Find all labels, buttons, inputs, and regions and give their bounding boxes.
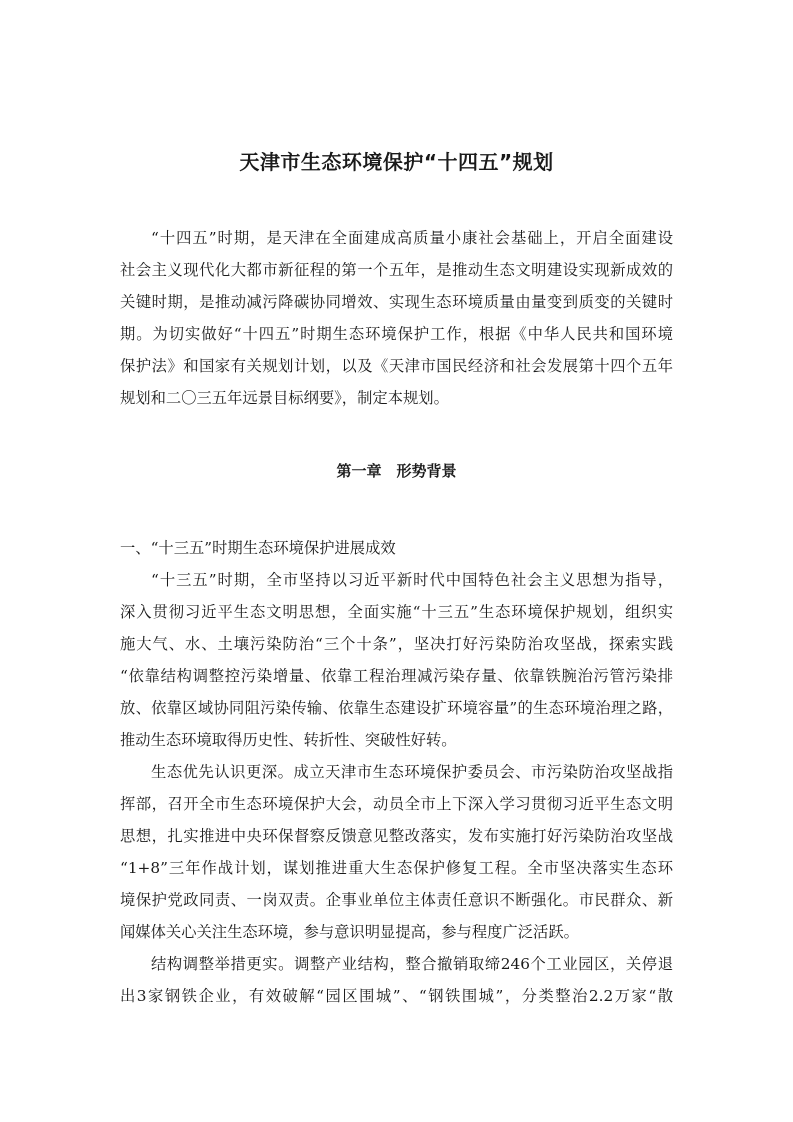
- paragraph-line: 结构调整举措更实。调整产业结构，整合撤销取缔246个工业园区，关停退: [151, 955, 673, 973]
- intro-paragraph: [120, 222, 673, 414]
- paragraph-line: 关键时期，是推动减污降碳协同增效、实现生态环境质量由量变到质变的关键时: [120, 293, 673, 311]
- paragraph-line: 思想，扎实推进中央环保督察反馈意见整改落实，发布实施打好污染防治攻坚战: [120, 827, 673, 845]
- paragraph-line: 挥部，召开全市生态环境保护大会，动员全市上下深入学习贯彻习近平生态文明: [120, 795, 673, 813]
- paragraph-line: 生态优先认识更深。成立天津市生态环境保护委员会、市污染防治攻坚战指: [151, 763, 673, 781]
- paragraph-line: “依靠结构调整控污染增量、依靠工程治理减污染存量、依靠铁腕治污管污染排: [120, 667, 673, 685]
- section-paragraph-1: [120, 564, 673, 756]
- section-heading: [120, 532, 673, 564]
- paragraph-line: 社会主义现代化大都市新征程的第一个五年，是推动生态文明建设实现新成效的: [120, 261, 673, 279]
- paragraph-line: 保护法》和国家有关规划计划，以及《天津市国民经济和社会发展第十四个五年: [120, 357, 673, 375]
- section-paragraph-3: [120, 948, 673, 1012]
- paragraph-line: 闻媒体关心关注生态环境，参与意识明显提高，参与程度广泛活跃。: [120, 923, 579, 941]
- paragraph-line: 期。为切实做好“十四五”时期生态环境保护工作，根据《中华人民共和国环境: [120, 325, 673, 343]
- section-heading-text: 一、“十三五”时期生态环境保护进展成效: [120, 539, 396, 557]
- section-paragraph-2: [120, 756, 673, 948]
- paragraph-line: 出3家钢铁企业，有效破解“园区围城”、“钢铁围城”，分类整治2.2万家“散: [120, 987, 673, 1005]
- paragraph-line: “十四五”时期，是天津在全面建成高质量小康社会基础上，开启全面建设: [151, 229, 673, 247]
- paragraph-line: 施大气、水、土壤污染防治“三个十条”，坚决打好污染防治攻坚战，探索实践: [120, 635, 673, 653]
- paragraph-line: 放、依靠区域协同阻污染传输、依靠生态建设扩环境容量”的生态环境治理之路，: [120, 699, 673, 717]
- chapter-title: 第一章 形势背景: [336, 462, 457, 480]
- paragraph-line: 深入贯彻习近平生态文明思想，全面实施“十三五”生态环境保护规划，组织实: [120, 603, 673, 621]
- paragraph-line: “十三五”时期，全市坚持以习近平新时代中国特色社会主义思想为指导，: [151, 571, 673, 589]
- page-title: 天津市生态环境保护“十四五”规划: [239, 150, 554, 174]
- paragraph-line: 境保护党政同责、一岗双责。企事业单位主体责任意识不断强化。市民群众、新: [120, 891, 673, 909]
- paragraph-line: 推动生态环境取得历史性、转折性、突破性好转。: [120, 731, 457, 749]
- paragraph-line: “1+8”三年作战计划，谋划推进重大生态保护修复工程。全市坚决落实生态环: [120, 859, 673, 877]
- paragraph-line: 规划和二〇三五年远景目标纲要》，制定本规划。: [120, 389, 449, 407]
